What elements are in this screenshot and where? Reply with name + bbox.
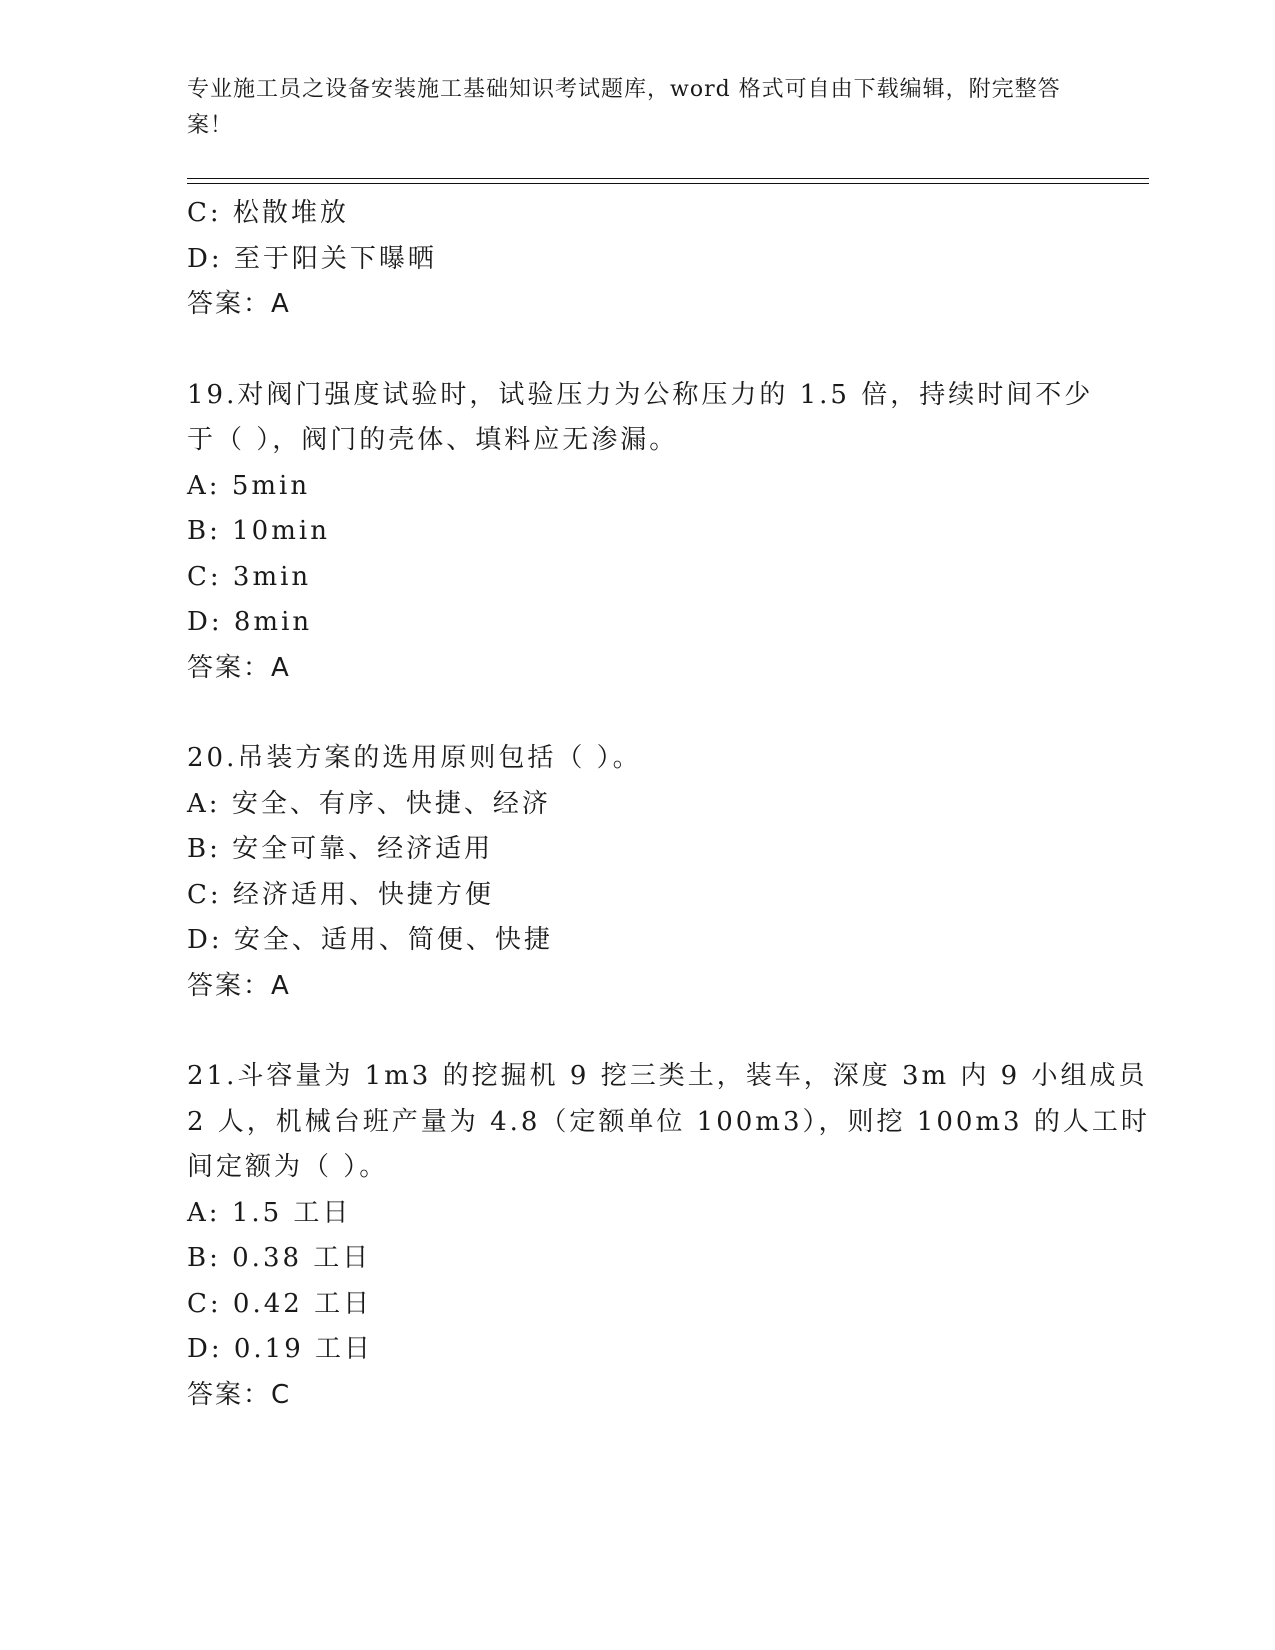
- header-rule-top: [187, 178, 1149, 179]
- option-c: C: 0.42 工日: [187, 1288, 373, 1319]
- answer-line: 答案：C: [187, 1379, 292, 1410]
- option-c: C: 松散堆放: [187, 198, 349, 228]
- spacer: [187, 1009, 1087, 1054]
- option-a: A: 5min: [187, 470, 311, 501]
- option-b: B: 0.38 工日: [187, 1243, 372, 1273]
- option-a: A: 安全、有序、快捷、经济: [187, 788, 551, 819]
- header-title: 专业施工员之设备安装施工基础知识考试题库，word 格式可自由下载编辑，附完整答案！: [187, 77, 1061, 138]
- option-a: A: 1.5 工日: [187, 1197, 352, 1228]
- question-block-21: [187, 1054, 1150, 1418]
- answer-line: 答案：A: [187, 652, 291, 683]
- question-block-20: [187, 736, 1087, 1009]
- option-d: D: 至于阳关下曝晒: [187, 243, 437, 274]
- header-rule-bottom: [187, 183, 1149, 184]
- question-stem-line: 19.对阀门强度试验时，试验压力为公称压力的 1.5 倍，持续时间不少: [187, 379, 1094, 410]
- question-block-18: [187, 191, 1087, 328]
- answer-line: 答案：A: [187, 289, 291, 319]
- question-stem-line: 于（ ），阀门的壳体、填料应无渗漏。: [187, 425, 679, 455]
- question-block-19: [187, 373, 1094, 692]
- answer-line: 答案：A: [187, 970, 291, 1001]
- question-stem-line: 间定额为（ ）。: [187, 1152, 389, 1182]
- option-c: C: 经济适用、快捷方便: [187, 879, 494, 910]
- document-body: [187, 191, 1150, 1418]
- option-c: C: 3min: [187, 561, 312, 592]
- question-stem-line: 20.吊装方案的选用原则包括（ ）。: [187, 743, 642, 773]
- spacer: [187, 691, 1087, 736]
- option-d: D: 安全、适用、简便、快捷: [187, 925, 553, 955]
- question-stem-line: 21.斗容量为 1m3 的挖掘机 9 挖三类土，装车，深度 3m 内 9 小组成员: [187, 1061, 1148, 1091]
- option-d: D: 0.19 工日: [187, 1334, 374, 1364]
- option-d: D: 8min: [187, 607, 313, 637]
- question-stem-line: 2 人，机械台班产量为 4.8（定额单位 100m3），则挖 100m3 的人工时: [187, 1106, 1150, 1137]
- option-b: B: 安全可靠、经济适用: [187, 834, 494, 864]
- spacer: [187, 328, 1087, 373]
- document-header: [187, 72, 1067, 144]
- option-b: B: 10min: [187, 516, 330, 546]
